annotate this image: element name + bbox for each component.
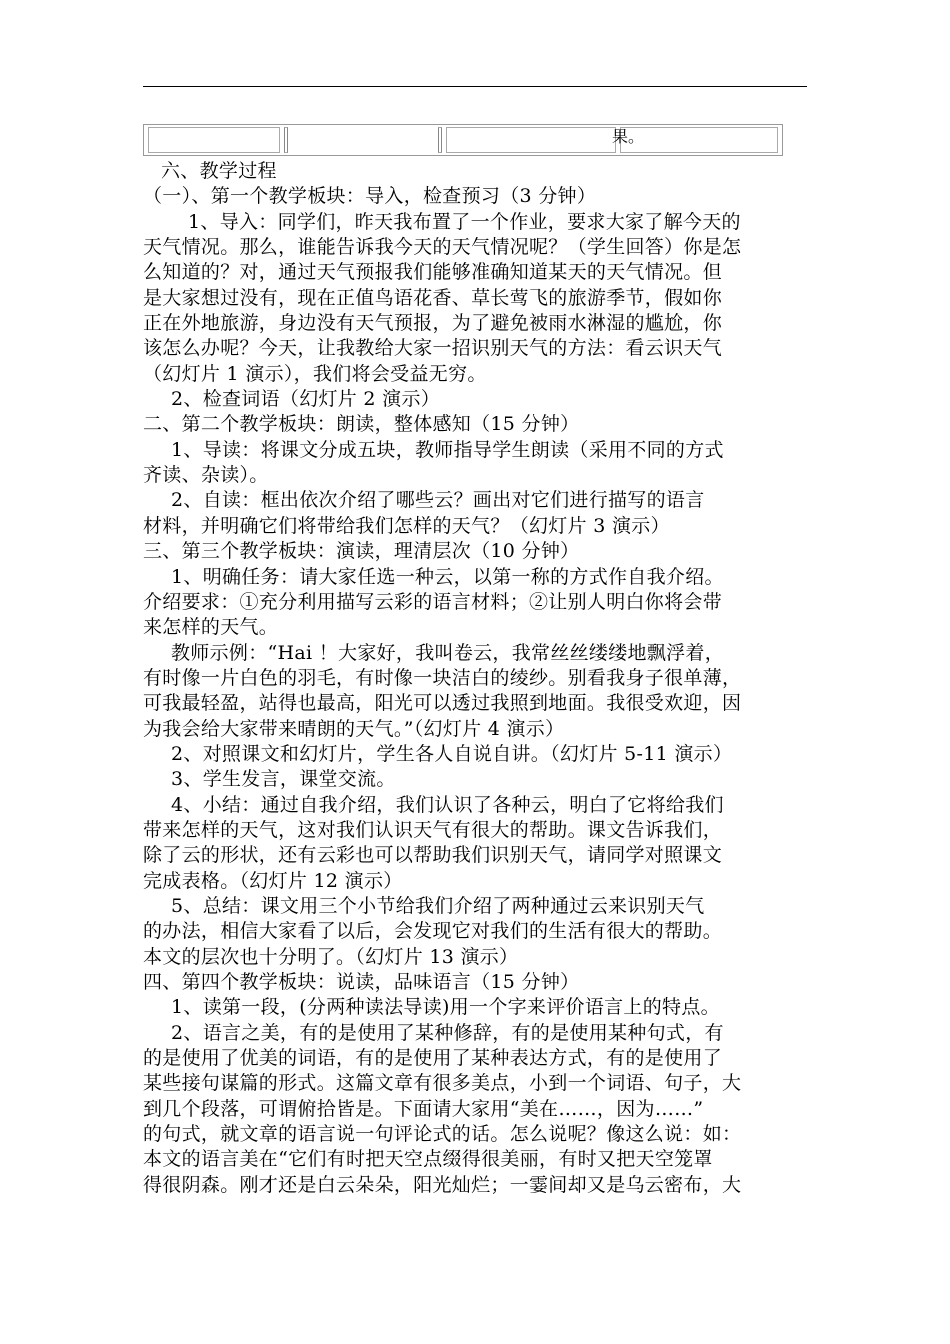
text-line: （幻灯片 1 演示），我们将会受益无穷。: [143, 362, 487, 385]
text-line: 2、对照课文和幻灯片，学生各人自说自讲。（幻灯片 5-11 演示）: [171, 742, 733, 765]
text-line: 1、导读：将课文分成五块，教师指导学生朗读（采用不同的方式: [171, 438, 724, 461]
text-line: 3、学生发言，课堂交流。: [171, 768, 396, 791]
text-line: 本文的语言美在“它们有时把天空点缀得很美丽，有时又把天空笼罩: [143, 1148, 713, 1171]
text-line: 到几个段落，可谓俯拾皆是。下面请大家用“美在……，因为……”: [143, 1097, 704, 1120]
text-line: 材料，并明确它们将带给我们怎样的天气？（幻灯片 3 演示）: [143, 514, 670, 537]
text-line: 带来怎样的天气，这对我们认识天气有很大的帮助。课文告诉我们，: [143, 818, 723, 841]
table-cell-text: 果。: [612, 127, 645, 146]
text-line: 1、明确任务：请大家任选一种云，以第一称的方式作自我介绍。: [171, 565, 724, 588]
table-cell: [148, 127, 280, 153]
text-line: 二、第二个教学板块：朗读，整体感知（15 分钟）: [143, 413, 580, 436]
text-line: 介绍要求：①充分利用描写云彩的语言材料；②让别人明白你将会带: [143, 590, 723, 613]
text-line: 天气情况。那么，谁能告诉我今天的天气情况呢？（学生回答）你是怎: [143, 236, 742, 259]
text-line: 4、小结：通过自我介绍，我们认识了各种云，明白了它将给我们: [171, 793, 724, 816]
text-line: 四、第四个教学板块：说读，品味语言（15 分钟）: [143, 971, 580, 993]
text-line: 1、读第一段，(分两种读法导读)用一个字来评价语言上的特点。: [171, 996, 720, 1019]
text-line: 得很阴森。刚才还是白云朵朵，阳光灿烂；一霎间却又是乌云密布，大: [143, 1173, 742, 1196]
table-cell: [284, 127, 288, 153]
text-line: 来怎样的天气。: [143, 616, 279, 639]
text-line: 六、教学过程: [161, 160, 277, 182]
text-line: 是大家想过没有，现在正值鸟语花香、草长莺飞的旅游季节，假如你: [143, 286, 723, 309]
text-line: （一）、第一个教学板块：导入，检查预习（3 分钟）: [143, 185, 597, 208]
text-line: 本文的层次也十分明了。（幻灯片 13 演示）: [143, 945, 519, 968]
text-line: 有时像一片白色的羽毛，有时像一块洁白的绫纱。别看我身子很单薄，: [143, 666, 742, 689]
text-line: 5、总结：课文用三个小节给我们介绍了两种通过云来识别天气: [171, 894, 705, 917]
document-body: [143, 159, 823, 1198]
text-line: 么知道的？对，通过天气预报我们能够准确知道某天的天气情况。但: [143, 261, 723, 284]
text-line: 的是使用了优美的词语，有的是使用了某种表达方式，有的是使用了: [143, 1047, 723, 1070]
table-cell: [438, 127, 442, 153]
text-line: 为我会给大家带来晴朗的天气。”（幻灯片 4 演示）: [143, 717, 565, 740]
text-line: 可我最轻盈，站得也最高，阳光可以透过我照到地面。我很受欢迎，因: [143, 692, 742, 715]
text-line: 教师示例：“Hai ！大家好，我叫卷云，我常丝丝缕缕地飘浮着，: [171, 641, 725, 664]
table-cell: [446, 127, 616, 153]
text-line: 的办法，相信大家看了以后，会发现它对我们的生活有很大的帮助。: [143, 920, 723, 943]
text-line: 1、导入：同学们，昨天我布置了一个作业，要求大家了解今天的: [188, 210, 741, 233]
text-line: 2、自读：框出依次介绍了哪些云？画出对它们进行描写的语言: [171, 489, 705, 512]
text-line: 完成表格。（幻灯片 12 演示）: [143, 869, 403, 892]
text-line: 的句式，就文章的语言说一句评论式的话。怎么说呢？像这么说：如：: [143, 1123, 742, 1146]
text-line: 三、第三个教学板块：演读，理清层次（10 分钟）: [143, 540, 580, 563]
header-rule: [143, 86, 807, 87]
table-fragment: [143, 124, 783, 156]
text-line: 除了云的形状，还有云彩也可以帮助我们识别天气，请同学对照课文: [143, 844, 723, 867]
text-line: 2、语言之美，有的是使用了某种修辞，有的是使用某种句式，有: [171, 1021, 724, 1044]
text-line: 正在外地旅游，身边没有天气预报，为了避免被雨水淋湿的尴尬，你: [143, 312, 723, 335]
text-line: 该怎么办呢？今天，让我教给大家一招识别天气的方法：看云识天气: [143, 337, 723, 360]
text-line: 某些接句谋篇的形式。这篇文章有很多美点，小到一个词语、句子，大: [143, 1072, 742, 1095]
text-line: 2、检查词语（幻灯片 2 演示）: [171, 388, 441, 411]
text-line: 齐读、杂读）。: [143, 464, 269, 487]
